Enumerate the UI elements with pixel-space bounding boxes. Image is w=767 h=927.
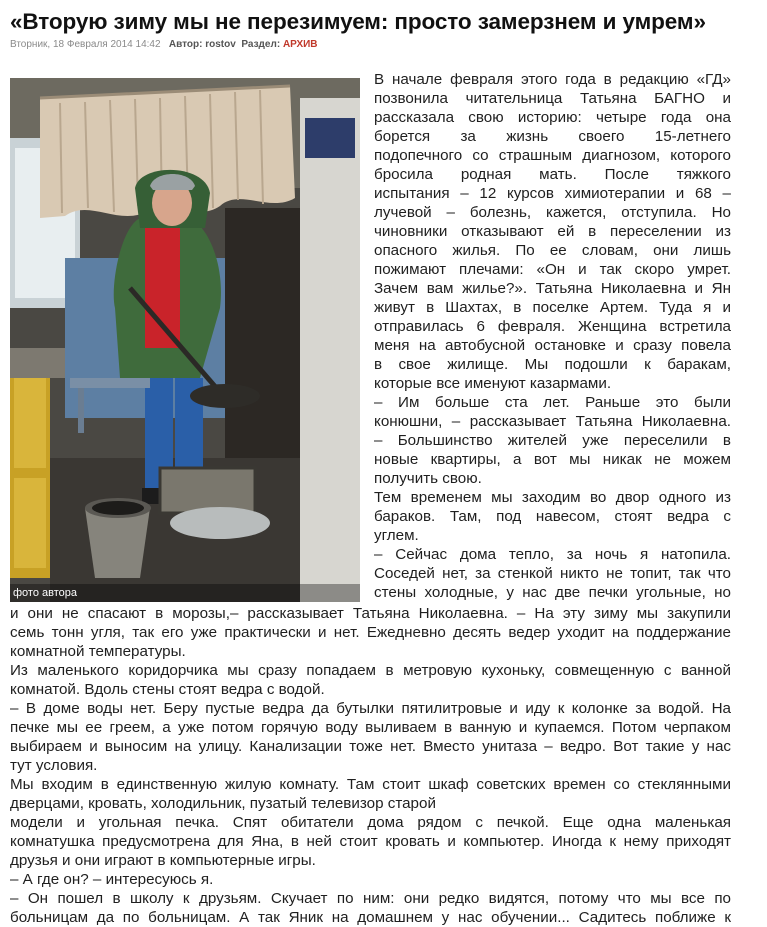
- paragraph-line: дверцами, кровать, холодильник, пузатый телевизор старой: [10, 795, 436, 812]
- paragraph-line: друзья и они играют в компьютерные игры.: [10, 852, 316, 869]
- paragraph-line: чиновники отказывают ей в переселении из: [374, 223, 731, 240]
- paragraph-line: новые квартиры, а вот мы никак не можем: [374, 451, 731, 468]
- paragraph-line: и они не спасают в морозы,– рассказывает Татьяна Николаевна. – На эту зиму мы закупили: [10, 605, 731, 622]
- section-link[interactable]: АРХИВ: [282, 39, 318, 50]
- paragraph-line: Мы входим в единственную жилую комнату. Там стоит шкаф советских времен со стеклянными: [10, 776, 731, 793]
- paragraph-line: Тем временем мы заходим во двор одного из: [374, 489, 731, 506]
- paragraph-line: опасного жилья. По ее словам, они лишь: [374, 242, 731, 259]
- paragraph-line: – В доме воды нет. Беру пустые ведра да бутылки пятилитровые и иду к колонке за водой. На: [10, 700, 731, 717]
- paragraph-line: испытания – 12 курсов химиотерапии и 68 –: [374, 185, 731, 202]
- paragraph-line: подопечного со страшным диагнозом, которого: [374, 147, 731, 164]
- paragraph-line: живут в Шахтах, в поселке Артем. Туда я и: [374, 299, 731, 316]
- paragraph-line: борется за жизнь своего 15-летнего: [374, 128, 731, 145]
- paragraph-line: лучевой – болезнь, кажется, отступила. Но: [374, 204, 731, 221]
- article-meta: [10, 38, 318, 52]
- paragraph-line: бараков. Там, под навесом, стоят ведра с: [374, 508, 731, 525]
- paragraph-line: позвонила читательница Татьяна БАГНО и: [374, 90, 731, 107]
- paragraph-line: модели и угольная печка. Спят обитатели дома рядом с печкой. Еще одна маленькая: [10, 814, 731, 831]
- paragraph-line: получить свою.: [374, 470, 482, 487]
- paragraph-line: которые все именуют казармами.: [374, 375, 612, 392]
- paragraph-line: семь тонн угля, так его уже практически и нет. Ежедневно десять ведер уходит на поддержание: [10, 624, 731, 641]
- paragraph-line: Соседей нет, за стенкой никто не топит, так что: [374, 565, 731, 582]
- paragraph-line: комнатной температуры.: [10, 643, 186, 660]
- paragraph-line: углем.: [374, 527, 419, 544]
- paragraph-line: тут условия.: [10, 757, 98, 774]
- paragraph-line: В начале февраля этого года в редакцию «ГД»: [374, 71, 731, 88]
- paragraph-line: печке мы ее греем, а уже потом горячую воду выливаем в ванную и купаемся. Потом черпаком: [10, 719, 731, 736]
- paragraph-line: Из маленького коридорчика мы сразу попадаем в метровую кухоньку, совмещенную с ванной: [10, 662, 731, 679]
- section-label: Раздел:: [241, 39, 281, 50]
- paragraph-line: – Большинство жителей уже переселили в: [374, 432, 731, 449]
- paragraph-line: стены холодные, у нас две печки угольные, но: [374, 584, 731, 601]
- article-date: Вторник, 18 Февраля 2014 14:42: [10, 39, 161, 50]
- article-body-full-width: [10, 604, 731, 927]
- paragraph-line: в свое жилище. Мы подошли к баракам,: [374, 356, 731, 373]
- paragraph-line: – Им больше ста лет. Раньше это были: [374, 394, 731, 411]
- paragraph-line: выбираем и выносим на улицу. Канализации тоже нет. Вместо унитаза – ведро. Вот такие у нас: [10, 738, 731, 755]
- photo-illustration: [10, 78, 360, 602]
- paragraph-line: конюшни, – рассказывает Татьяна Николаевна.: [374, 413, 731, 430]
- author-link[interactable]: rostov: [205, 39, 236, 50]
- paragraph-line: больницам да по больницам. А так Яник на домашнем у нас обучении... Садитесь поближе к: [10, 909, 731, 926]
- paragraph-line: Зачем вам жилье?». Татьяна Николаевна и Ян: [374, 280, 731, 297]
- article-body-side-column: [374, 70, 731, 602]
- article-photo: [10, 78, 360, 602]
- paragraph-line: – Он пошел в школу к друзьям. Скучает по ним: они редко видятся, потому что мы все по: [10, 890, 731, 907]
- paragraph-line: – Сейчас дома тепло, за ночь я натопила.: [374, 546, 731, 563]
- author-label: Автор:: [168, 39, 203, 50]
- photo-caption: фото автора: [10, 584, 360, 602]
- paragraph-line: пожимают плечами: «Он и так скоро умрет.: [374, 261, 731, 278]
- paragraph-line: отправилась 6 февраля. Женщина встретила: [374, 318, 731, 335]
- paragraph-line: – А где он? – интересуюсь я.: [10, 871, 214, 888]
- paragraph-line: меня на автобусной остановке и сразу повела: [374, 337, 731, 354]
- article-title: «Вторую зиму мы не перезимуем: просто замерзнем и умрем»: [10, 9, 706, 34]
- paragraph-line: комнатой. Вдоль стены стоят ведра с водой.: [10, 681, 325, 698]
- paragraph-line: бросила родная мать. После тяжкого: [374, 166, 731, 183]
- paragraph-line: комнатушка предусмотрена для Яна, в ней стоит кровать и компьютер. Иногда к нему приходят: [10, 833, 731, 850]
- paragraph-line: рассказала свою историю: четыре года она: [374, 109, 731, 126]
